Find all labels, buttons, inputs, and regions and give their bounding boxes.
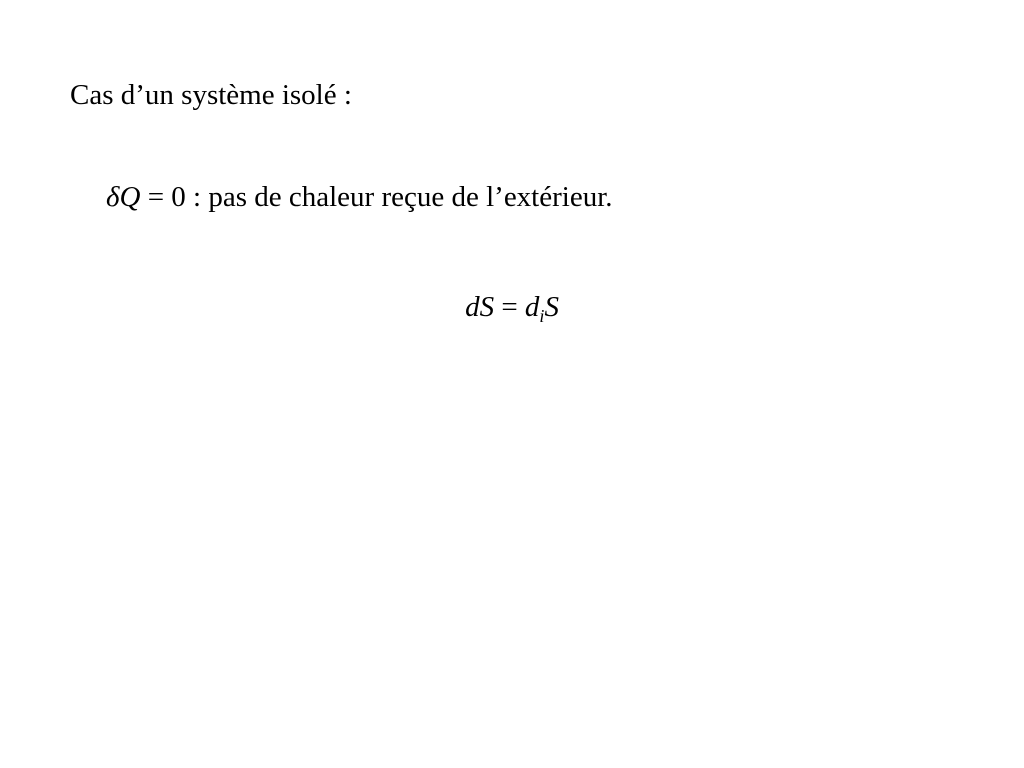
equation-equals: = xyxy=(494,291,525,323)
statement-text: = 0 : pas de chaleur reçue de l’extérieur. xyxy=(140,181,613,213)
equation-rhs-subscript: i xyxy=(539,306,545,326)
heading-text: Cas d’un système isolé : xyxy=(70,79,352,111)
equation-rhs-s: S xyxy=(544,291,559,323)
entropy-equation xyxy=(0,289,1024,325)
delta-symbol: δ xyxy=(106,181,120,213)
equation-lhs: dS xyxy=(465,291,495,323)
heat-symbol: Q xyxy=(119,181,141,213)
heat-exchange-statement xyxy=(106,179,613,215)
equation-rhs-d: d xyxy=(524,291,540,323)
